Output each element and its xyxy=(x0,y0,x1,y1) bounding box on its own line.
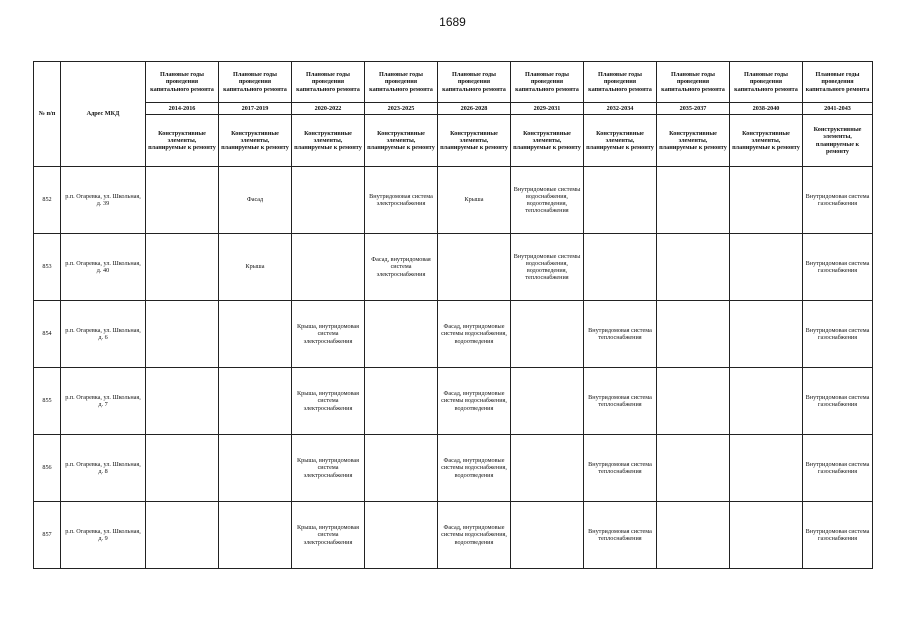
repair-elements-cell: Фасад, внутридомовые системы водоснабжения, водоотведения xyxy=(438,301,511,368)
repair-elements-cell xyxy=(146,502,219,569)
repair-elements-cell xyxy=(730,502,803,569)
repair-elements-cell: Фасад, внутридомовая система электроснабжения xyxy=(365,234,438,301)
repair-elements-cell xyxy=(438,234,511,301)
repair-elements-cell: Внутридомовая система газоснабжения xyxy=(803,167,873,234)
period-header: Плановые годы проведения капитального ремонта xyxy=(803,62,873,103)
repair-elements-cell: Крыша, внутридомовая система электроснабжения xyxy=(292,435,365,502)
repair-elements-cell: Внутридомовая система теплоснабжения xyxy=(584,301,657,368)
repair-elements-cell xyxy=(511,502,584,569)
period-header: Плановые годы проведения капитального ремонта xyxy=(219,62,292,103)
period-years: 2020-2022 xyxy=(292,103,365,115)
repair-elements-cell: Крыша, внутридомовая система электроснабжения xyxy=(292,502,365,569)
repair-elements-cell: Внутридомовая система газоснабжения xyxy=(803,234,873,301)
repair-elements-cell xyxy=(730,435,803,502)
period-years: 2023-2025 xyxy=(365,103,438,115)
repair-elements-cell xyxy=(730,368,803,435)
repair-elements-cell xyxy=(730,301,803,368)
period-years: 2038-2040 xyxy=(730,103,803,115)
repair-elements-cell xyxy=(146,301,219,368)
repair-elements-cell: Внутридомовые системы водоснабжения, водоотведения, теплоснабжения xyxy=(511,234,584,301)
repair-elements-cell: Крыша xyxy=(438,167,511,234)
period-header: Плановые годы проведения капитального ремонта xyxy=(146,62,219,103)
repair-elements-cell xyxy=(657,167,730,234)
elements-header: Конструктивные элементы, планируемые к ремонту xyxy=(657,115,730,167)
period-years: 2029-2031 xyxy=(511,103,584,115)
repair-elements-cell xyxy=(219,435,292,502)
period-header: Плановые годы проведения капитального ремонта xyxy=(292,62,365,103)
page-number: 1689 xyxy=(439,15,466,29)
period-header: Плановые годы проведения капитального ремонта xyxy=(657,62,730,103)
repair-elements-cell: Внутридомовая система теплоснабжения xyxy=(584,502,657,569)
num-header: № п/п xyxy=(34,62,61,167)
repair-elements-cell xyxy=(657,502,730,569)
row-address: р.п. Огаревка, ул. Школьная, д. 6 xyxy=(61,301,146,368)
repair-elements-cell xyxy=(219,301,292,368)
row-number: 852 xyxy=(34,167,61,234)
repair-elements-cell xyxy=(511,368,584,435)
table-row xyxy=(34,368,873,435)
repair-elements-cell: Внутридомовая система теплоснабжения xyxy=(584,435,657,502)
repair-elements-cell: Крыша, внутридомовая система электроснабжения xyxy=(292,368,365,435)
repair-elements-cell xyxy=(146,435,219,502)
repair-elements-cell: Фасад, внутридомовые системы водоснабжения, водоотведения xyxy=(438,368,511,435)
repair-elements-cell xyxy=(146,368,219,435)
row-address: р.п. Огаревка, ул. Школьная, д. 40 xyxy=(61,234,146,301)
row-number: 853 xyxy=(34,234,61,301)
repair-elements-cell xyxy=(365,301,438,368)
table-row xyxy=(34,234,873,301)
repair-elements-cell: Крыша xyxy=(219,234,292,301)
repair-elements-cell xyxy=(730,234,803,301)
period-years: 2014-2016 xyxy=(146,103,219,115)
repair-elements-cell xyxy=(657,435,730,502)
repair-elements-cell: Внутридомовая система теплоснабжения xyxy=(584,368,657,435)
repair-elements-cell: Внутридомовая система газоснабжения xyxy=(803,301,873,368)
repair-schedule-table xyxy=(33,61,873,569)
repair-elements-cell xyxy=(292,167,365,234)
elements-header: Конструктивные элементы, планируемые к ремонту xyxy=(803,115,873,167)
repair-elements-cell: Крыша, внутридомовая система электроснабжения xyxy=(292,301,365,368)
repair-elements-cell xyxy=(146,234,219,301)
repair-elements-cell xyxy=(219,368,292,435)
row-address: р.п. Огаревка, ул. Школьная, д. 8 xyxy=(61,435,146,502)
repair-elements-cell: Внутридомовая система электроснабжения xyxy=(365,167,438,234)
elements-header: Конструктивные элементы, планируемые к ремонту xyxy=(584,115,657,167)
repair-elements-cell xyxy=(584,234,657,301)
repair-elements-cell: Фасад, внутридомовые системы водоснабжения, водоотведения xyxy=(438,502,511,569)
repair-elements-cell xyxy=(657,301,730,368)
row-address: р.п. Огаревка, ул. Школьная, д. 9 xyxy=(61,502,146,569)
period-years: 2041-2043 xyxy=(803,103,873,115)
repair-elements-cell: Фасад xyxy=(219,167,292,234)
table-body xyxy=(34,167,873,569)
elements-header: Конструктивные элементы, планируемые к ремонту xyxy=(438,115,511,167)
period-years: 2026-2028 xyxy=(438,103,511,115)
repair-elements-cell xyxy=(365,502,438,569)
elements-header: Конструктивные элементы, планируемые к ремонту xyxy=(511,115,584,167)
repair-elements-cell xyxy=(730,167,803,234)
elements-header: Конструктивные элементы, планируемые к ремонту xyxy=(146,115,219,167)
repair-elements-cell: Фасад, внутридомовые системы водоснабжения, водоотведения xyxy=(438,435,511,502)
period-years: 2035-2037 xyxy=(657,103,730,115)
repair-elements-cell: Внутридомовая система газоснабжения xyxy=(803,368,873,435)
row-number: 854 xyxy=(34,301,61,368)
period-header: Плановые годы проведения капитального ремонта xyxy=(365,62,438,103)
row-address: р.п. Огаревка, ул. Школьная, д. 7 xyxy=(61,368,146,435)
row-number: 856 xyxy=(34,435,61,502)
repair-elements-cell: Внутридомовая система газоснабжения xyxy=(803,502,873,569)
row-address: р.п. Огаревка, ул. Школьная, д. 39 xyxy=(61,167,146,234)
elements-header: Конструктивные элементы, планируемые к ремонту xyxy=(292,115,365,167)
period-years: 2032-2034 xyxy=(584,103,657,115)
table-row xyxy=(34,167,873,234)
elements-header: Конструктивные элементы, планируемые к ремонту xyxy=(365,115,438,167)
elements-header: Конструктивные элементы, планируемые к ремонту xyxy=(730,115,803,167)
row-number: 857 xyxy=(34,502,61,569)
table-row xyxy=(34,502,873,569)
row-number: 855 xyxy=(34,368,61,435)
repair-elements-cell xyxy=(365,435,438,502)
repair-elements-cell xyxy=(657,234,730,301)
repair-elements-cell xyxy=(584,167,657,234)
period-years: 2017-2019 xyxy=(219,103,292,115)
repair-elements-cell xyxy=(511,435,584,502)
repair-elements-cell xyxy=(219,502,292,569)
repair-elements-cell xyxy=(511,301,584,368)
period-header: Плановые годы проведения капитального ремонта xyxy=(438,62,511,103)
repair-elements-cell xyxy=(657,368,730,435)
period-header: Плановые годы проведения капитального ремонта xyxy=(730,62,803,103)
table-row xyxy=(34,301,873,368)
repair-elements-cell: Внутридомовые системы водоснабжения, водоотведения, теплоснабжения xyxy=(511,167,584,234)
address-header: Адрес МКД xyxy=(61,62,146,167)
period-header: Плановые годы проведения капитального ремонта xyxy=(584,62,657,103)
table-row xyxy=(34,435,873,502)
period-header: Плановые годы проведения капитального ремонта xyxy=(511,62,584,103)
repair-elements-cell: Внутридомовая система газоснабжения xyxy=(803,435,873,502)
repair-elements-cell xyxy=(292,234,365,301)
repair-elements-cell xyxy=(146,167,219,234)
repair-elements-cell xyxy=(365,368,438,435)
elements-header: Конструктивные элементы, планируемые к ремонту xyxy=(219,115,292,167)
